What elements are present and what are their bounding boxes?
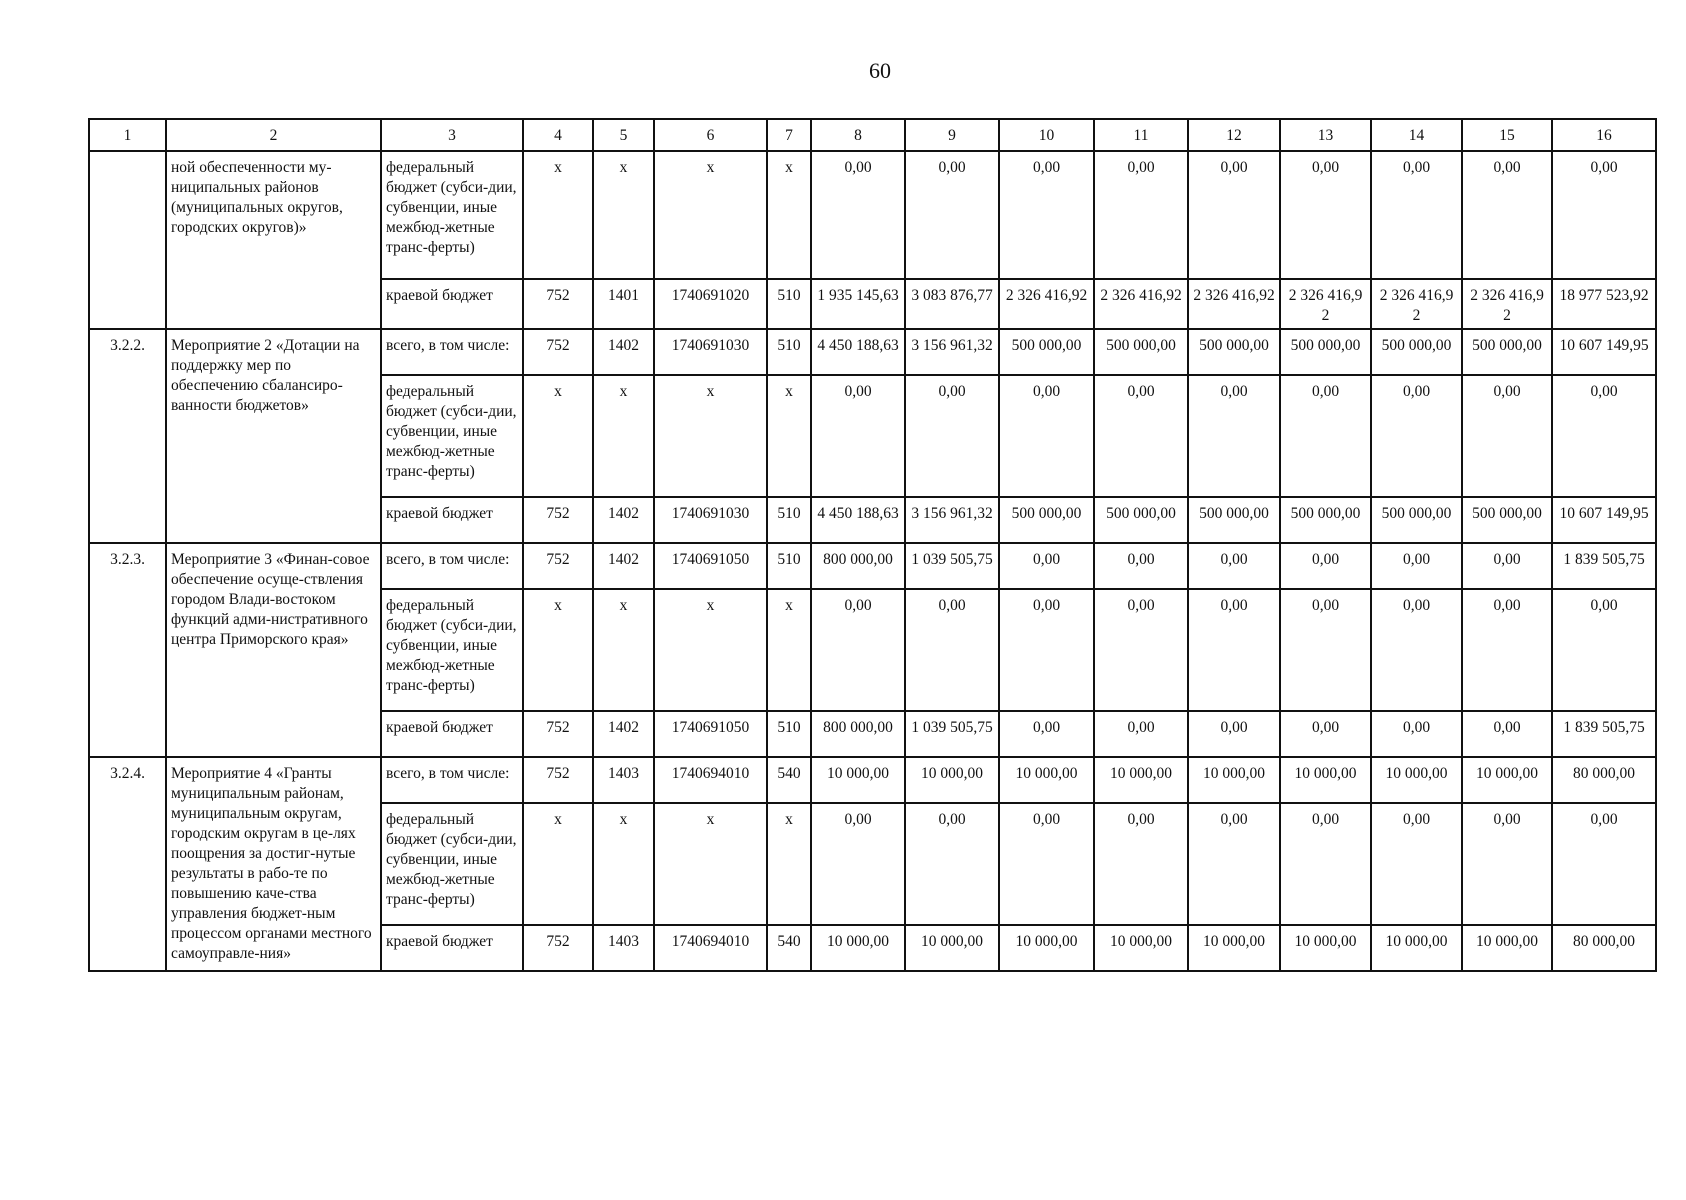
code-cell: 1740691020 [654, 279, 767, 329]
amount-cell: 2 326 416,92 [1188, 279, 1280, 329]
code-cell: x [523, 151, 593, 279]
amount-cell: 500 000,00 [1371, 329, 1462, 375]
code-cell: x [654, 151, 767, 279]
amount-cell: 2 326 416,92 [1371, 279, 1462, 329]
amount-cell: 0,00 [1462, 543, 1552, 589]
amount-cell: 10 000,00 [1462, 925, 1552, 971]
amount-cell: 0,00 [1371, 711, 1462, 757]
budget-table [88, 118, 1657, 972]
column-number-header: 6 [654, 119, 767, 151]
code-cell: 1740691030 [654, 329, 767, 375]
amount-cell: 0,00 [1094, 151, 1188, 279]
amount-cell: 4 450 188,63 [811, 497, 905, 543]
code-cell: x [654, 589, 767, 711]
amount-cell: 0,00 [1094, 543, 1188, 589]
amount-cell: 3 083 876,77 [905, 279, 999, 329]
amount-cell: 0,00 [1371, 589, 1462, 711]
amount-cell: 0,00 [1462, 151, 1552, 279]
table-row [89, 151, 1656, 279]
activity-name: Мероприятие 4 «Гранты муниципальным районам, муниципальным округам, городским округам в це-лях поощрения за достиг-нутые результаты в рабо-те по повышению каче-ства управления бюджет-ным процессом органами местного самоуправле-ния» [166, 757, 381, 971]
amount-cell: 500 000,00 [1462, 497, 1552, 543]
amount-cell: 0,00 [1552, 803, 1656, 925]
amount-cell: 500 000,00 [1188, 329, 1280, 375]
amount-cell: 0,00 [1371, 803, 1462, 925]
amount-cell: 10 000,00 [1462, 757, 1552, 803]
column-number-header: 2 [166, 119, 381, 151]
code-cell: x [654, 375, 767, 497]
funding-source: краевой бюджет [381, 711, 523, 757]
amount-cell: 0,00 [1188, 711, 1280, 757]
code-cell: x [593, 151, 654, 279]
funding-source: федеральный бюджет (субси-дии, субвенции, иные межбюд-жетные транс-ферты) [381, 375, 523, 497]
amount-cell: 500 000,00 [1462, 329, 1552, 375]
amount-cell: 0,00 [1280, 375, 1371, 497]
amount-cell: 1 839 505,75 [1552, 711, 1656, 757]
code-cell: 510 [767, 329, 811, 375]
funding-source: всего, в том числе: [381, 757, 523, 803]
amount-cell: 0,00 [905, 589, 999, 711]
code-cell: 510 [767, 543, 811, 589]
amount-cell: 800 000,00 [811, 543, 905, 589]
code-cell: 1401 [593, 279, 654, 329]
amount-cell: 0,00 [811, 589, 905, 711]
code-cell: 510 [767, 497, 811, 543]
amount-cell: 500 000,00 [1188, 497, 1280, 543]
amount-cell: 0,00 [1280, 543, 1371, 589]
code-cell: 1402 [593, 543, 654, 589]
amount-cell: 2 326 416,92 [1462, 279, 1552, 329]
column-number-header: 7 [767, 119, 811, 151]
amount-cell: 1 039 505,75 [905, 543, 999, 589]
funding-source: краевой бюджет [381, 497, 523, 543]
code-cell: 1740694010 [654, 925, 767, 971]
table-row [89, 757, 1656, 803]
code-cell: 1740691030 [654, 497, 767, 543]
amount-cell: 10 607 149,95 [1552, 329, 1656, 375]
code-cell: 752 [523, 329, 593, 375]
column-number-header: 10 [999, 119, 1094, 151]
funding-source: краевой бюджет [381, 279, 523, 329]
amount-cell: 10 000,00 [811, 925, 905, 971]
amount-cell: 0,00 [1552, 589, 1656, 711]
code-cell: 1402 [593, 497, 654, 543]
amount-cell: 2 326 416,92 [1094, 279, 1188, 329]
code-cell: 1402 [593, 329, 654, 375]
code-cell: 752 [523, 497, 593, 543]
amount-cell: 0,00 [1094, 375, 1188, 497]
amount-cell: 500 000,00 [1280, 329, 1371, 375]
funding-source: федеральный бюджет (субси-дии, субвенции, иные межбюд-жетные транс-ферты) [381, 151, 523, 279]
code-cell: x [767, 589, 811, 711]
amount-cell: 0,00 [999, 589, 1094, 711]
code-cell: x [593, 589, 654, 711]
column-number-header: 16 [1552, 119, 1656, 151]
amount-cell: 0,00 [811, 803, 905, 925]
amount-cell: 800 000,00 [811, 711, 905, 757]
amount-cell: 0,00 [905, 375, 999, 497]
code-cell: 752 [523, 279, 593, 329]
amount-cell: 0,00 [999, 151, 1094, 279]
code-cell: x [593, 375, 654, 497]
amount-cell: 0,00 [1188, 589, 1280, 711]
amount-cell: 0,00 [1462, 803, 1552, 925]
amount-cell: 500 000,00 [999, 329, 1094, 375]
amount-cell: 0,00 [1462, 711, 1552, 757]
amount-cell: 10 607 149,95 [1552, 497, 1656, 543]
amount-cell: 0,00 [811, 151, 905, 279]
row-index [89, 151, 166, 329]
amount-cell: 1 935 145,63 [811, 279, 905, 329]
amount-cell: 1 839 505,75 [1552, 543, 1656, 589]
amount-cell: 10 000,00 [1188, 925, 1280, 971]
activity-name: Мероприятие 2 «Дотации на поддержку мер по обеспечению сбалансиро-ванности бюджетов» [166, 329, 381, 543]
page-number: 60 [869, 58, 891, 83]
code-cell: x [767, 375, 811, 497]
funding-source: федеральный бюджет (субси-дии, субвенции, иные межбюд-жетные транс-ферты) [381, 803, 523, 925]
amount-cell: 0,00 [1188, 803, 1280, 925]
amount-cell: 10 000,00 [1280, 757, 1371, 803]
amount-cell: 10 000,00 [905, 925, 999, 971]
amount-cell: 0,00 [999, 543, 1094, 589]
activity-name: ной обеспеченности му-ниципальных районов (муниципальных округов, городских округов)» [166, 151, 381, 329]
column-number-header: 15 [1462, 119, 1552, 151]
amount-cell: 0,00 [1094, 803, 1188, 925]
column-number-header: 8 [811, 119, 905, 151]
table-row [89, 329, 1656, 375]
funding-source: всего, в том числе: [381, 543, 523, 589]
funding-source: федеральный бюджет (субси-дии, субвенции, иные межбюд-жетные транс-ферты) [381, 589, 523, 711]
amount-cell: 18 977 523,92 [1552, 279, 1656, 329]
code-cell: 752 [523, 711, 593, 757]
activity-name: Мероприятие 3 «Финан-совое обеспечение осущe-ствления городом Влади-востоком функций адми-нистративного центра Приморского края» [166, 543, 381, 757]
code-cell: 1740691050 [654, 543, 767, 589]
amount-cell: 0,00 [1280, 711, 1371, 757]
amount-cell: 0,00 [1371, 375, 1462, 497]
code-cell: x [523, 803, 593, 925]
amount-cell: 80 000,00 [1552, 757, 1656, 803]
amount-cell: 3 156 961,32 [905, 329, 999, 375]
column-number-header: 9 [905, 119, 999, 151]
amount-cell: 0,00 [1094, 711, 1188, 757]
column-number-row [89, 119, 1656, 151]
code-cell: 752 [523, 925, 593, 971]
amount-cell: 10 000,00 [999, 757, 1094, 803]
code-cell: 1403 [593, 757, 654, 803]
code-cell: x [654, 803, 767, 925]
row-index: 3.2.3. [89, 543, 166, 757]
table-row [89, 543, 1656, 589]
amount-cell: 0,00 [1280, 803, 1371, 925]
code-cell: 1402 [593, 711, 654, 757]
code-cell: 540 [767, 925, 811, 971]
amount-cell: 0,00 [811, 375, 905, 497]
amount-cell: 0,00 [1462, 589, 1552, 711]
code-cell: 1403 [593, 925, 654, 971]
amount-cell: 0,00 [1280, 589, 1371, 711]
code-cell: 752 [523, 543, 593, 589]
row-index: 3.2.2. [89, 329, 166, 543]
amount-cell: 80 000,00 [1552, 925, 1656, 971]
amount-cell: 10 000,00 [1188, 757, 1280, 803]
amount-cell: 500 000,00 [1280, 497, 1371, 543]
code-cell: 1740691050 [654, 711, 767, 757]
amount-cell: 0,00 [1462, 375, 1552, 497]
amount-cell: 500 000,00 [1094, 497, 1188, 543]
code-cell: 1740694010 [654, 757, 767, 803]
code-cell: 510 [767, 711, 811, 757]
amount-cell: 0,00 [1188, 375, 1280, 497]
amount-cell: 10 000,00 [905, 757, 999, 803]
amount-cell: 10 000,00 [1371, 925, 1462, 971]
amount-cell: 1 039 505,75 [905, 711, 999, 757]
amount-cell: 0,00 [1552, 151, 1656, 279]
funding-source: всего, в том числе: [381, 329, 523, 375]
code-cell: x [593, 803, 654, 925]
amount-cell: 500 000,00 [1094, 329, 1188, 375]
amount-cell: 4 450 188,63 [811, 329, 905, 375]
amount-cell: 10 000,00 [1280, 925, 1371, 971]
amount-cell: 500 000,00 [1371, 497, 1462, 543]
code-cell: 510 [767, 279, 811, 329]
amount-cell: 10 000,00 [1094, 757, 1188, 803]
funding-source: краевой бюджет [381, 925, 523, 971]
code-cell: 540 [767, 757, 811, 803]
amount-cell: 2 326 416,92 [1280, 279, 1371, 329]
code-cell: x [767, 803, 811, 925]
row-index: 3.2.4. [89, 757, 166, 971]
amount-cell: 0,00 [1188, 151, 1280, 279]
code-cell: x [767, 151, 811, 279]
amount-cell: 0,00 [999, 803, 1094, 925]
amount-cell: 0,00 [1552, 375, 1656, 497]
column-number-header: 12 [1188, 119, 1280, 151]
amount-cell: 3 156 961,32 [905, 497, 999, 543]
column-number-header: 4 [523, 119, 593, 151]
amount-cell: 0,00 [1371, 151, 1462, 279]
amount-cell: 10 000,00 [1094, 925, 1188, 971]
amount-cell: 0,00 [905, 151, 999, 279]
amount-cell: 500 000,00 [999, 497, 1094, 543]
amount-cell: 0,00 [1371, 543, 1462, 589]
code-cell: 752 [523, 757, 593, 803]
amount-cell: 0,00 [999, 711, 1094, 757]
amount-cell: 0,00 [1094, 589, 1188, 711]
amount-cell: 2 326 416,92 [999, 279, 1094, 329]
amount-cell: 0,00 [905, 803, 999, 925]
amount-cell: 0,00 [1188, 543, 1280, 589]
column-number-header: 14 [1371, 119, 1462, 151]
amount-cell: 0,00 [1280, 151, 1371, 279]
amount-cell: 10 000,00 [999, 925, 1094, 971]
amount-cell: 10 000,00 [1371, 757, 1462, 803]
column-number-header: 11 [1094, 119, 1188, 151]
column-number-header: 5 [593, 119, 654, 151]
code-cell: x [523, 375, 593, 497]
amount-cell: 0,00 [999, 375, 1094, 497]
code-cell: x [523, 589, 593, 711]
amount-cell: 10 000,00 [811, 757, 905, 803]
column-number-header: 1 [89, 119, 166, 151]
column-number-header: 3 [381, 119, 523, 151]
column-number-header: 13 [1280, 119, 1371, 151]
